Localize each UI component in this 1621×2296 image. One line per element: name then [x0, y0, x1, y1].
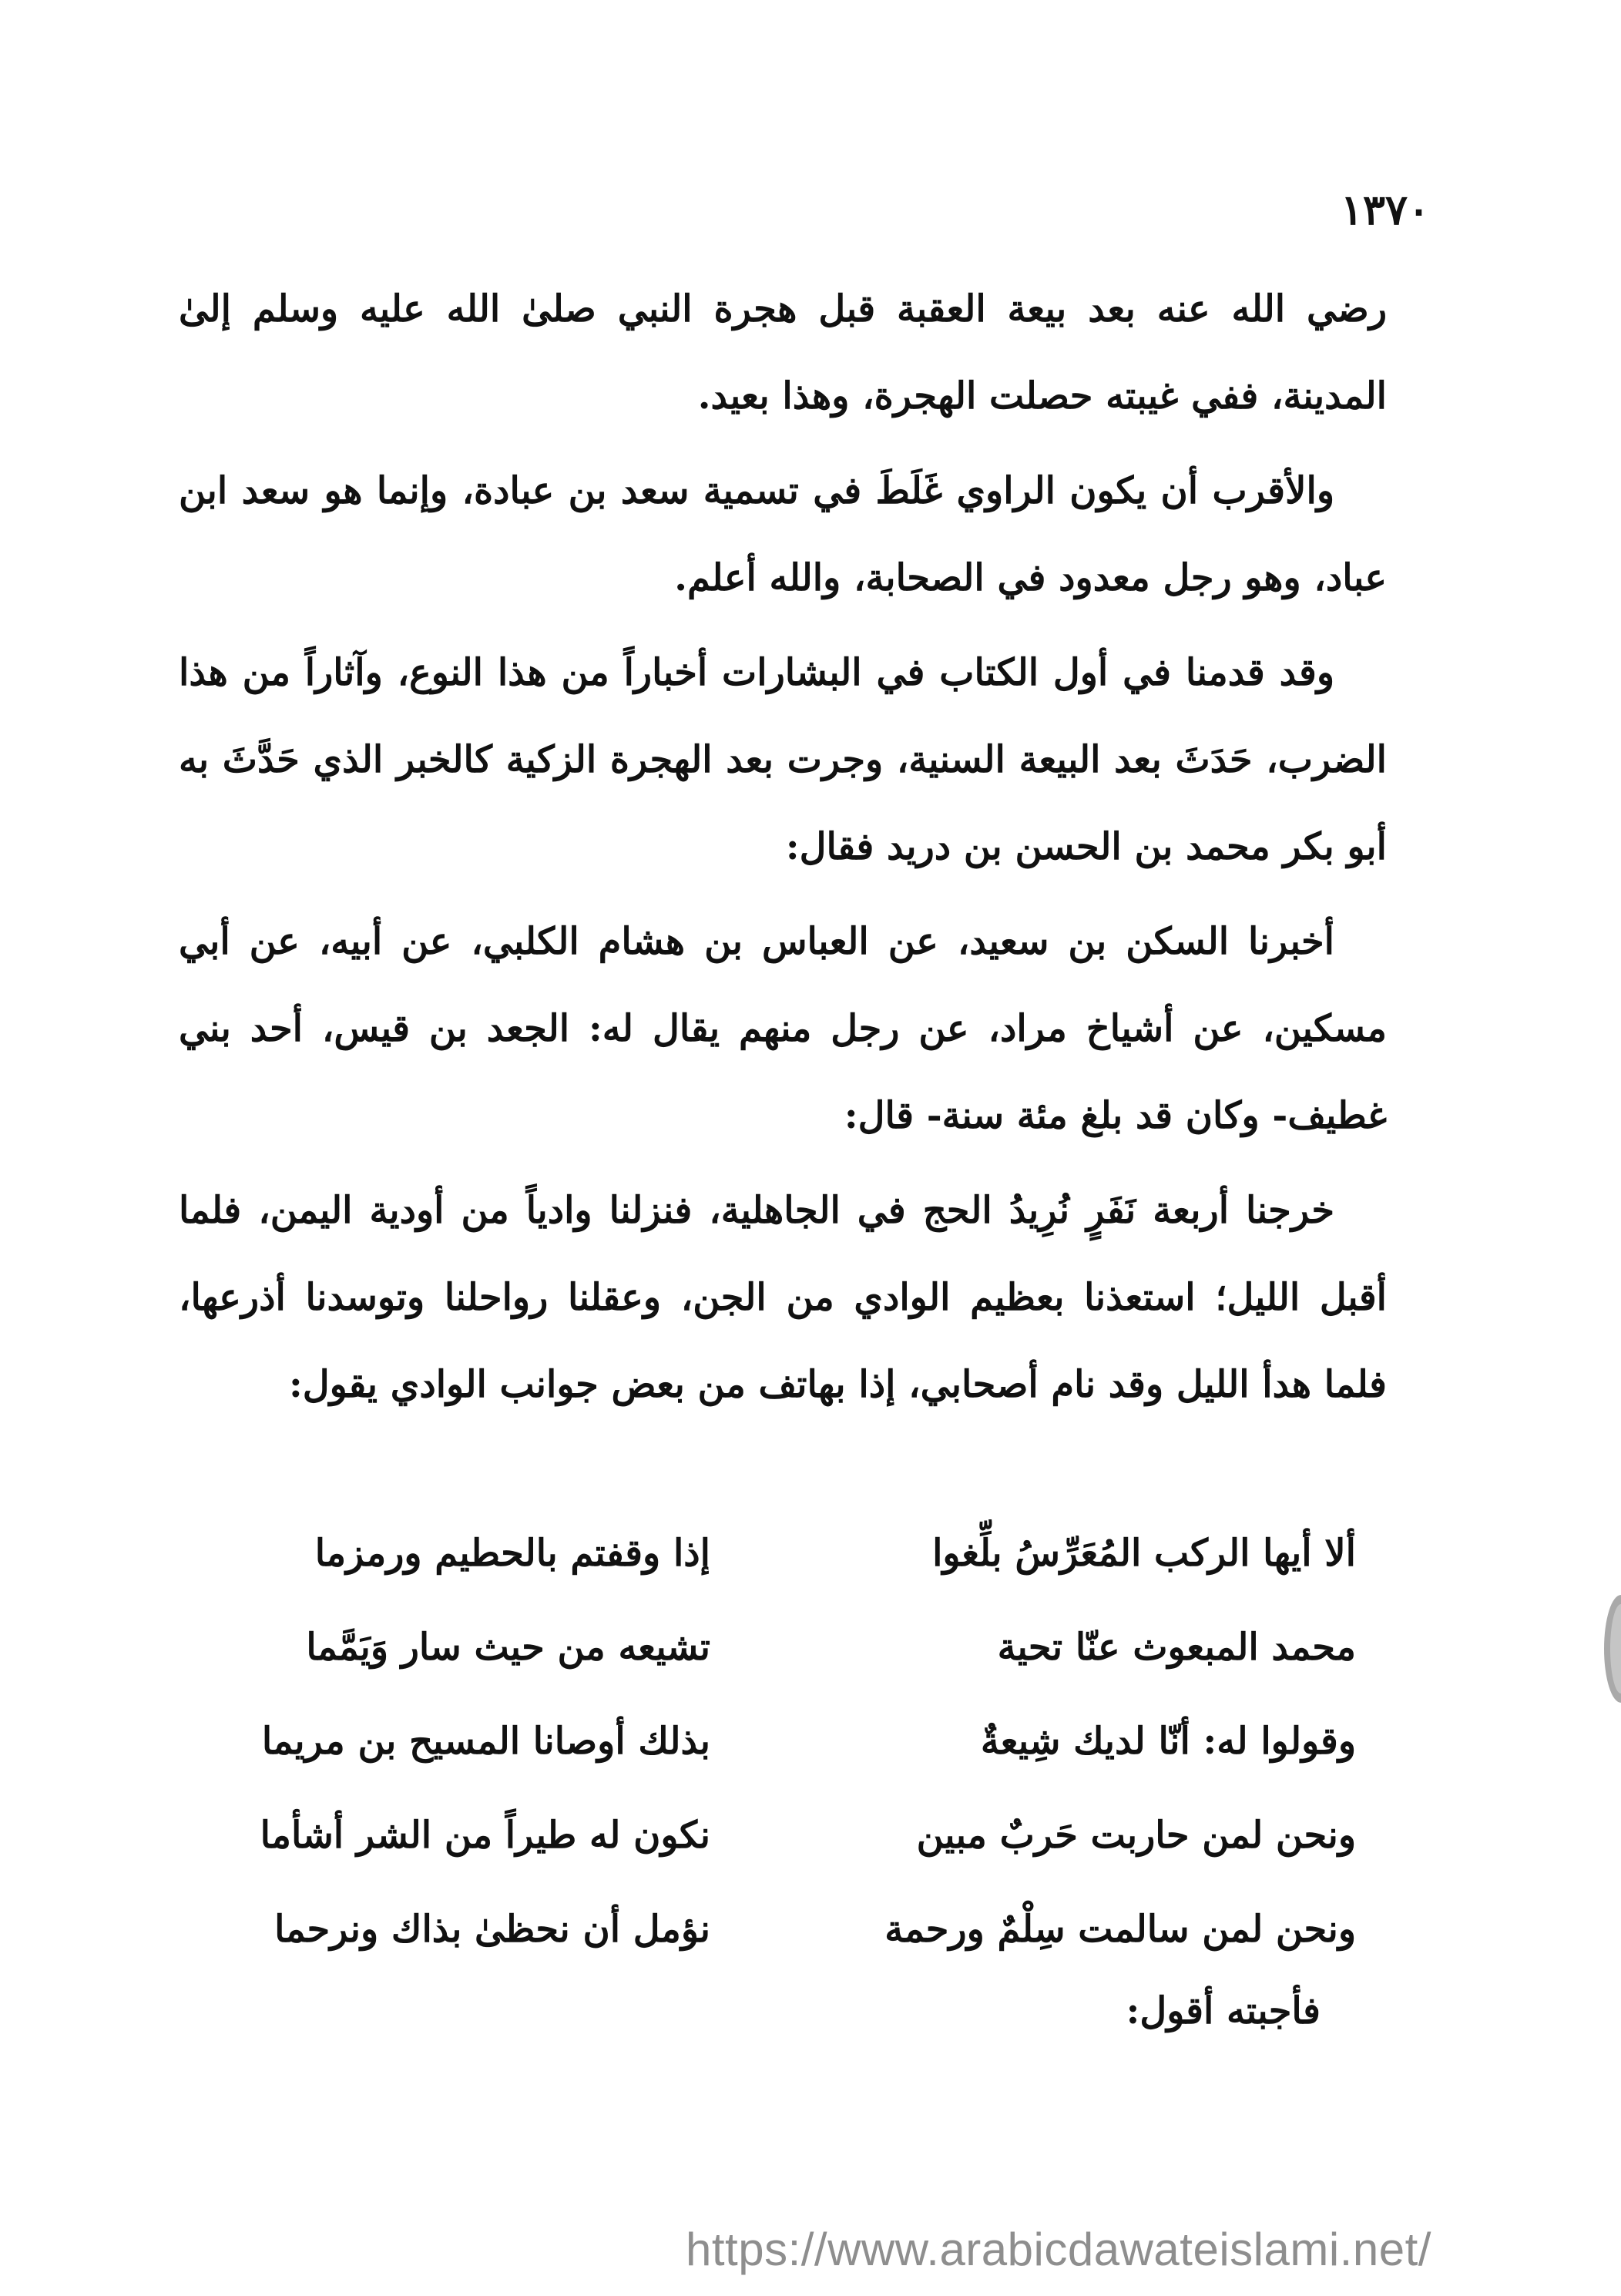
closing-line: فأجبته أقول: — [1126, 1989, 1321, 2032]
verse-second-half: بذلك أوصانا المسيح بن مريما — [261, 1720, 710, 1763]
poem-verse — [179, 1882, 1387, 1976]
verse-first-half: محمد المبعوث عنّا تحية — [997, 1626, 1356, 1669]
poem — [179, 1506, 1387, 1976]
paragraph: رضي الله عنه بعد بيعة العقبة قبل هجرة النبي صلىٰ الله عليه وسلم إلىٰ المدينة، ففي غيبته حصلت الهجرة، وهذا بعيد. — [179, 287, 1387, 418]
watermark-url: https://www.arabicdawateislami.net/ — [686, 2224, 1431, 2275]
poem-verse — [179, 1788, 1387, 1882]
paragraph: والأقرب أن يكون الراوي غَلَطَ في تسمية سعد بن عبادة، وإنما هو سعد ابن عباد، وهو رجل معدود في الصحابة، والله أعلم. — [179, 469, 1387, 599]
verse-first-half: وقولوا له: أنّا لديك شِيعةٌ — [980, 1720, 1356, 1763]
poem-verse — [179, 1694, 1387, 1788]
verse-first-half: ونحن لمن حاربت حَربٌ مبين — [916, 1814, 1356, 1857]
verse-second-half: نكون له طيراً من الشر أشأما — [260, 1814, 710, 1857]
verse-first-half: ونحن لمن سالمت سِلْمٌ ورحمة — [884, 1908, 1356, 1951]
verse-first-half: ألا أيها الركب المُعَرِّسُ بلِّغوا — [932, 1532, 1356, 1575]
verse-second-half: تشيعه من حيث سار وَيَمَّما — [306, 1626, 710, 1669]
paragraph: خرجنا أربعة نَفَرٍ نُرِيدُ الحج في الجاهلية، فنزلنا وادياً من أودية اليمن، فلما أقبل الليل؛ استعذنا بعظيم الوادي من الجن، وعقلنا رواحلنا وتوسدنا أذرعها، فلما هدأ الليل وقد نام أصحابي، إذا بهاتف من بعض جوانب الوادي يقول: — [179, 1189, 1387, 1406]
poem-verse — [179, 1506, 1387, 1600]
paragraph: وقد قدمنا في أول الكتاب في البشارات أخباراً من هذا النوع، وآثاراً من هذا الضرب، حَدَثَ بعد البيعة السنية، وجرت بعد الهجرة الزكية كالخبر الذي حَدَّثَ به أبو بكر محمد بن الحسن بن دريد فقال: — [179, 651, 1387, 868]
body-text — [179, 266, 1387, 1436]
verse-second-half: إذا وقفتم بالحطيم ورمزما — [314, 1532, 710, 1575]
poem-verse — [179, 1600, 1387, 1694]
scan-edge-mark — [1598, 1591, 1621, 1707]
paragraph: أخبرنا السكن بن سعيد، عن العباس بن هشام الكلبي، عن أبيه، عن أبي مسكين، عن أشياخ مراد، عن رجل منهم يقال له: الجعد بن قيس، أحد بني غطيف- وكان قد بلغ مئة سنة- قال: — [179, 920, 1387, 1137]
verse-second-half: نؤمل أن نحظىٰ بذاك ونرحما — [274, 1908, 710, 1951]
page-number: ١٣٧٠ — [1340, 185, 1430, 234]
